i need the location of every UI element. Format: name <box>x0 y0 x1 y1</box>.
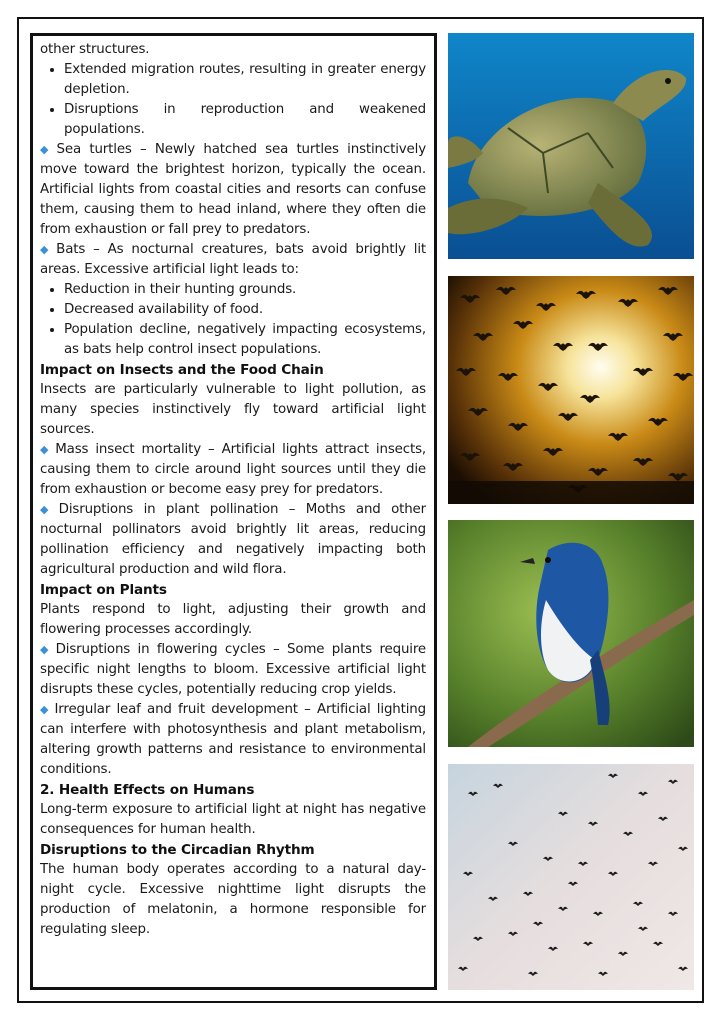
insect-mortality-paragraph: ◆ Mass insect mortality – Artificial lights attract insects, causing them to circle around light sources until they die from exhaustion or become easy prey for predators. <box>40 442 427 497</box>
insects-heading: Impact on Insects and the Food Chain <box>40 362 324 378</box>
health-heading: 2. Health Effects on Humans <box>40 782 255 798</box>
list-item: • Population decline, negatively impacting ecosystems, as bats help control insect populations. <box>64 320 426 360</box>
circadian-heading: Disruptions to the Circadian Rhythm <box>40 842 315 858</box>
sea-turtles-paragraph: ◆ Sea turtles – Newly hatched sea turtles instinctively move toward the brightest horizon, typically the ocean. Artificial lights from coastal cities and resorts can confuse them, causing them to head inland, where they often die from exhaustion or fall prey to predators. <box>40 142 426 237</box>
blue-bird-photo <box>448 520 694 747</box>
diamond-bullet-icon: ◆ <box>40 643 52 656</box>
pollination-paragraph: ◆ Disruptions in plant pollination – Moths and other nocturnal pollinators avoid brightly lit areas, reducing pollination efficiency and negatively impacting both agricultural production and wild flora. <box>40 502 427 577</box>
diamond-bullet-icon: ◆ <box>40 243 53 256</box>
list-item: • Decreased availability of food. <box>64 300 426 320</box>
leaf-fruit-paragraph: ◆ Irregular leaf and fruit development – Artificial lighting can interfere with photosynthesis and plant metabolism, altering growth patterns and resistance to environmental conditions. <box>40 702 426 777</box>
intro-fragment: other structures. <box>40 42 150 57</box>
diamond-bullet-icon: ◆ <box>40 703 51 716</box>
article-text-box <box>30 33 437 990</box>
diamond-bullet-icon: ◆ <box>40 503 55 516</box>
bats-paragraph: ◆ Bats – As nocturnal creatures, bats avoid brightly lit areas. Excessive artificial light leads to: <box>40 242 426 277</box>
insects-intro: Insects are particularly vulnerable to light pollution, as many species instinctively fly toward artificial light sources. <box>40 382 426 437</box>
list-item: • Extended migration routes, resulting in greater energy depletion. <box>64 60 426 100</box>
bats-photo <box>448 276 694 504</box>
migration-bullet-list <box>40 60 426 140</box>
plants-heading: Impact on Plants <box>40 582 167 598</box>
list-item: • Disruptions in reproduction and weakened populations. <box>64 100 426 140</box>
diamond-bullet-icon: ◆ <box>40 443 52 456</box>
flowering-cycles-paragraph: ◆ Disruptions in flowering cycles – Some plants require specific night lengths to bloom. Excessive artificial light disrupts these cycles, potentially reducing crop yields. <box>40 642 426 697</box>
bird-flock-photo <box>448 764 694 990</box>
list-item: • Reduction in their hunting grounds. <box>64 280 426 300</box>
bats-bullet-list <box>40 280 426 360</box>
health-intro: Long-term exposure to artificial light at night has negative consequences for human health. <box>40 802 426 837</box>
circadian-paragraph: The human body operates according to a natural day-night cycle. Excessive nighttime light disrupts the production of melatonin, a hormone responsible for regulating sleep. <box>40 862 426 937</box>
diamond-bullet-icon: ◆ <box>40 143 53 156</box>
sea-turtle-photo <box>448 33 694 259</box>
plants-intro: Plants respond to light, adjusting their growth and flowering processes accordingly. <box>40 602 426 637</box>
